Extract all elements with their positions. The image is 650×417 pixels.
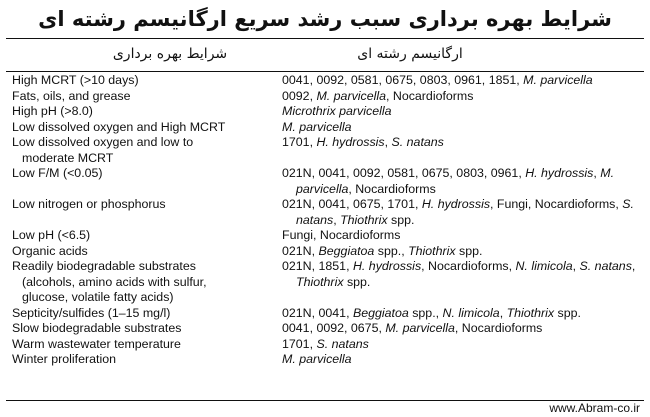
organism-name: H. hydrossis [352,259,422,273]
table-row [12,166,642,197]
organism-code: spp., [408,305,443,320]
organism-cell [282,89,650,105]
organism-cell [282,244,650,260]
organism-cell [282,321,650,337]
condition-cell [12,135,282,166]
condition-line: Low dissolved oxygen and low to [12,135,194,149]
condition-cell [12,197,282,228]
table-row [12,321,642,337]
condition-line: High MCRT (>10 days) [12,73,139,87]
organism-code: , [384,135,392,149]
condition-cell [12,89,282,105]
organism-code: , [631,259,636,273]
table-row [12,259,642,306]
organism-code: , [593,166,601,180]
condition-cell [12,321,282,337]
organism-cell [282,135,650,166]
organism-code: 021N, [282,243,319,258]
condition-cell [12,337,282,353]
organism-name: M. parvicella [385,321,455,335]
organism-name: M. parvicella [296,166,615,196]
organism-code: 0041, 0092, 0581, 0675, 0803, 0961, 1851, [282,73,524,87]
organism-name: M. parvicella [282,119,352,134]
condition-line: Winter proliferation [12,352,116,366]
organism-name: M. parvicella [523,73,593,87]
table-body [12,73,642,368]
condition-line: Readily biodegradable substrates [12,259,196,273]
condition-line: High pH (>8.0) [12,104,93,118]
condition-line: Septicity/sulfides (1–15 mg/l) [12,305,171,320]
condition-cell [12,73,282,89]
organism-name: S. natans [316,336,369,351]
organism-cell [282,259,650,306]
condition-line: Low dissolved oxygen and High MCRT [12,119,226,134]
organism-code: 021N, 1851, [282,259,353,273]
organism-name: Microthrix parvicella [282,104,392,118]
organism-name: Thiothrix [506,305,555,320]
organism-name: N. limicola [515,259,573,273]
condition-line: Organic acids [12,243,88,258]
organism-name: Thiothrix [296,274,344,289]
table-row [12,104,642,120]
organism-code: 0041, 0092, 0675, [282,321,386,335]
organism-name: S. natans [296,197,634,227]
organism-code: , Nocardioforms, [421,259,516,273]
organism-name: H. hydrossis [421,197,491,211]
organism-name: Thiothrix [408,243,456,258]
organism-name: Beggiatoa [318,243,375,258]
organism-name: S. natans [391,135,444,149]
header-organism: ارگانیسم رشته ای [357,46,463,62]
condition-line: (alcohols, amino acids with sulfur, [22,274,207,289]
organism-cell [282,337,650,353]
organism-code: 021N, 0041, 0675, 1701, [282,197,422,211]
header-condition: شرایط بهره برداری [112,46,228,62]
condition-cell [12,244,282,260]
organism-name: H. hydrossis [525,166,594,180]
organism-name: N. limicola [442,305,500,320]
table-row [12,89,642,105]
condition-cell [12,259,282,306]
organism-code: , Nocardioforms [386,88,474,103]
condition-line: Low pH (<6.5) [12,228,91,242]
organism-cell [282,104,650,120]
organism-cell [282,197,650,228]
organism-code: spp. [455,243,483,258]
table-row [12,135,642,166]
organism-code: spp. [387,212,415,227]
organism-cell [282,306,650,322]
organism-code: , Nocardioforms [454,321,543,335]
table-row [12,306,642,322]
organism-name: M. parvicella [282,352,352,366]
organism-code: 1701, [282,135,317,149]
organism-code: 1701, [282,336,317,351]
table-row [12,73,642,89]
organism-code: 021N, 0041, [282,305,353,320]
organism-cell [282,166,650,197]
table-row [12,244,642,260]
table-row [12,337,642,353]
condition-cell [12,306,282,322]
organism-code: 0092, [282,88,317,103]
organism-cell [282,73,650,89]
table-row [12,228,642,244]
organism-code: , Fungi, Nocardioforms, [490,197,623,211]
organism-name: M. parvicella [316,88,386,103]
condition-line: Low nitrogen or phosphorus [12,197,166,211]
condition-line: glucose, volatile fatty acids) [22,290,174,304]
condition-line: Fats, oils, and grease [12,88,131,103]
condition-cell [12,166,282,197]
condition-line: Low F/M (<0.05) [12,166,103,180]
organism-cell [282,120,650,136]
table-row [12,352,642,368]
condition-line: Warm wastewater temperature [12,336,181,351]
organism-name: S. natans [579,259,632,273]
table-row [12,197,642,228]
top-rule [6,38,644,39]
organism-cell [282,228,650,244]
organism-code: , Nocardioforms [348,181,436,196]
condition-line: moderate MCRT [22,150,114,165]
organism-name: Thiothrix [340,212,388,227]
organism-code: , [572,259,580,273]
organism-code: spp. [343,274,371,289]
organism-code: , [499,305,507,320]
header-rule [6,71,644,72]
organism-name: H. hydrossis [316,135,385,149]
condition-cell [12,120,282,136]
page-title: شرایط بهره برداری سبب رشد سریع ارگانیسم رشته ای [38,7,612,31]
organism-code: 021N, 0041, 0092, 0581, 0675, 0803, 0961, [282,166,526,180]
table-row [12,120,642,136]
organism-code: , [333,212,341,227]
organism-code: spp. [554,305,581,320]
watermark-url: www.Abram-co.ir [549,401,640,415]
organism-name: Beggiatoa [352,305,409,320]
condition-cell [12,228,282,244]
organism-code: Fungi, Nocardioforms [282,228,401,242]
organism-cell [282,352,650,368]
condition-line: Slow biodegradable substrates [12,321,182,335]
organism-code: spp., [374,243,409,258]
condition-cell [12,352,282,368]
condition-cell [12,104,282,120]
